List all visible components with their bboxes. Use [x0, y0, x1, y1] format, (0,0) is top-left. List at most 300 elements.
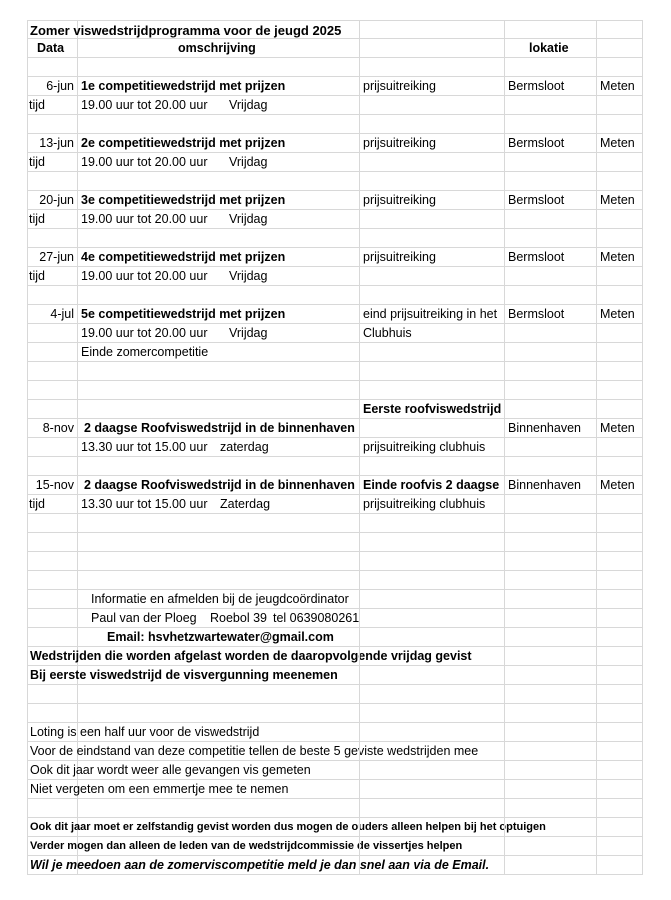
time-label: tijd: [29, 155, 45, 169]
event-prize: eind prijsuitreiking in het: [363, 307, 498, 321]
sheet-cell[interactable]: [27, 172, 78, 191]
sheet-cell[interactable]: [505, 400, 597, 419]
sheet-cell[interactable]: [78, 39, 360, 58]
sheet-cell[interactable]: [505, 685, 597, 704]
sheet-cell[interactable]: [597, 761, 643, 780]
sheet-cell[interactable]: [27, 761, 311, 780]
sheet-cell[interactable]: [78, 438, 360, 457]
sheet-cell[interactable]: [505, 704, 597, 723]
sheet-row: [27, 552, 643, 571]
sheet-cell[interactable]: [597, 533, 643, 552]
sheet-cell[interactable]: [505, 438, 597, 457]
sheet-cell[interactable]: [505, 115, 597, 134]
sheet-cell[interactable]: [597, 628, 643, 647]
sheet-row: [27, 457, 643, 476]
sheet-cell[interactable]: [505, 761, 597, 780]
sheet-cell[interactable]: [78, 837, 360, 856]
sheet-row: [27, 799, 643, 818]
sheet-cell[interactable]: [27, 438, 78, 457]
sheet-cell[interactable]: [27, 704, 78, 723]
sheet-cell[interactable]: [78, 514, 360, 533]
event-location: Bermsloot: [508, 250, 565, 264]
sheet-cell[interactable]: [360, 286, 505, 305]
sheet-cell[interactable]: [78, 647, 360, 666]
sheet-cell[interactable]: [27, 77, 78, 96]
sheet-cell[interactable]: [27, 533, 78, 552]
sheet-row: [27, 77, 643, 96]
sheet-cell[interactable]: [597, 39, 643, 58]
sheet-cell[interactable]: [360, 609, 505, 628]
sheet-cell[interactable]: [360, 77, 505, 96]
sheet-cell[interactable]: [505, 628, 597, 647]
sheet-cell[interactable]: [360, 58, 505, 77]
sheet-cell[interactable]: [597, 837, 643, 856]
sheet-cell[interactable]: [505, 96, 597, 115]
sheet-cell[interactable]: [78, 704, 360, 723]
sheet-row: [27, 267, 643, 286]
sheet-cell[interactable]: [597, 172, 643, 191]
sheet-row: [27, 115, 643, 134]
sheet-row: [27, 647, 643, 666]
event-time: 13.30 uur tot 15.00 uur: [81, 497, 208, 511]
sheet-cell[interactable]: [505, 533, 597, 552]
sheet-row: [27, 39, 643, 58]
sheet-row: [27, 723, 643, 742]
sheet-cell[interactable]: [27, 191, 78, 210]
sheet-cell[interactable]: [78, 96, 360, 115]
sheet-cell[interactable]: [597, 476, 643, 495]
sheet-cell[interactable]: [597, 248, 643, 267]
sheet-cell[interactable]: [78, 58, 360, 77]
sheet-cell[interactable]: [505, 837, 597, 856]
sheet-cell[interactable]: [505, 590, 597, 609]
sheet-cell[interactable]: [360, 666, 505, 685]
event-measure: Meten: [600, 136, 635, 150]
sheet-cell[interactable]: [597, 305, 643, 324]
sheet-cell[interactable]: [78, 305, 360, 324]
sheet-cell[interactable]: [597, 381, 643, 400]
sheet-cell[interactable]: [505, 153, 597, 172]
sheet-cell[interactable]: [78, 286, 360, 305]
sheet-cell[interactable]: [505, 267, 597, 286]
sheet-cell[interactable]: [27, 818, 546, 837]
sheet-cell[interactable]: [597, 286, 643, 305]
sheet-row: [27, 286, 643, 305]
sheet-cell[interactable]: [78, 685, 360, 704]
event-measure: Meten: [600, 193, 635, 207]
sheet-cell[interactable]: [505, 248, 597, 267]
sheet-cell[interactable]: [27, 780, 289, 799]
sheet-cell[interactable]: [505, 457, 597, 476]
sheet-cell[interactable]: [27, 39, 78, 58]
sheet-cell[interactable]: [505, 476, 597, 495]
sheet-cell[interactable]: [27, 837, 463, 856]
sheet-cell[interactable]: [597, 134, 643, 153]
event-date: 15-nov: [35, 478, 74, 492]
sheet-cell[interactable]: [597, 647, 643, 666]
sheet-row: [27, 780, 643, 799]
sheet-row: [27, 400, 643, 419]
sheet-cell[interactable]: [27, 552, 78, 571]
sheet-cell[interactable]: [360, 419, 505, 438]
event-time: 19.00 uur tot 20.00 uur: [81, 269, 208, 283]
sheet-cell[interactable]: [360, 856, 505, 875]
sheet-cell[interactable]: [78, 818, 360, 837]
time-label: tijd: [29, 98, 45, 112]
sheet-cell[interactable]: [27, 723, 260, 742]
sheet-cell[interactable]: [360, 229, 505, 248]
sheet-cell[interactable]: [27, 419, 78, 438]
sheet-cell[interactable]: [360, 20, 505, 39]
sheet-cell[interactable]: [27, 495, 78, 514]
event-day: Vrijdag: [229, 212, 268, 226]
sheet-cell[interactable]: [360, 438, 505, 457]
sheet-cell[interactable]: [27, 305, 78, 324]
sheet-cell[interactable]: [360, 96, 505, 115]
sheet-cell[interactable]: [78, 229, 360, 248]
sheet-cell[interactable]: [360, 305, 505, 324]
sheet-cell[interactable]: [360, 153, 505, 172]
footer-zelfstandig: Ook dit jaar moet er zelfstandig gevist worden dus mogen de ouders alleen helpen bij het optuigen: [30, 821, 546, 833]
note-emmertje: Niet vergeten om een emmertje mee te nemen: [30, 782, 289, 796]
sheet-cell[interactable]: [27, 571, 78, 590]
sheet-cell[interactable]: [78, 191, 360, 210]
sheet-cell[interactable]: [505, 495, 597, 514]
sheet-cell[interactable]: [505, 419, 597, 438]
sheet-cell[interactable]: [597, 590, 643, 609]
sheet-cell[interactable]: [597, 704, 643, 723]
sheet-cell[interactable]: [597, 856, 643, 875]
sheet-cell[interactable]: [360, 818, 505, 837]
sheet-row: [27, 438, 643, 457]
sheet-cell[interactable]: [360, 457, 505, 476]
sheet-cell[interactable]: [505, 324, 597, 343]
event-time: 19.00 uur tot 20.00 uur: [81, 326, 208, 340]
sheet-cell[interactable]: [360, 362, 505, 381]
event-measure: Meten: [600, 478, 635, 492]
sheet-cell[interactable]: [78, 343, 360, 362]
sheet-cell[interactable]: [78, 153, 360, 172]
sheet-cell[interactable]: [597, 343, 643, 362]
sheet-row: [27, 495, 643, 514]
sheet-cell[interactable]: [27, 343, 78, 362]
sheet-cell[interactable]: [27, 666, 338, 685]
sheet-cell[interactable]: [78, 609, 360, 628]
sheet-cell[interactable]: [505, 818, 597, 837]
sheet-cell[interactable]: [27, 96, 78, 115]
sheet-cell[interactable]: [360, 780, 505, 799]
sheet-cell[interactable]: [597, 495, 643, 514]
sheet-cell[interactable]: [505, 362, 597, 381]
sheet-cell[interactable]: [505, 552, 597, 571]
event-title: 5e competitiewedstrijd met prijzen: [81, 307, 286, 321]
sheet-cell[interactable]: [360, 647, 505, 666]
sheet-cell[interactable]: [78, 495, 360, 514]
sheet-cell[interactable]: [78, 761, 360, 780]
sheet-cell[interactable]: [597, 58, 643, 77]
sheet-cell[interactable]: [27, 685, 78, 704]
sheet-cell[interactable]: [360, 799, 505, 818]
sheet-cell[interactable]: [597, 153, 643, 172]
sheet-cell[interactable]: [597, 552, 643, 571]
event-prize: prijsuitreiking clubhuis: [363, 497, 486, 511]
sheet-cell[interactable]: [27, 267, 78, 286]
sheet-cell[interactable]: [360, 210, 505, 229]
sheet-cell[interactable]: [505, 723, 597, 742]
contact-address: Roebol 39: [210, 611, 267, 625]
sheet-row: [27, 590, 643, 609]
event-title: 1e competitiewedstrijd met prijzen: [81, 79, 286, 93]
sheet-row: [27, 761, 643, 780]
sheet-cell[interactable]: [505, 666, 597, 685]
sheet-cell[interactable]: [78, 533, 360, 552]
event-measure: Meten: [600, 79, 635, 93]
sheet-cell[interactable]: [78, 324, 360, 343]
event-location: Binnenhaven: [508, 478, 581, 492]
sheet-cell[interactable]: [597, 685, 643, 704]
sheet-cell[interactable]: [78, 590, 360, 609]
event-location: Bermsloot: [508, 136, 565, 150]
sheet-cell[interactable]: [78, 571, 360, 590]
sheet-cell[interactable]: [505, 571, 597, 590]
sheet-cell[interactable]: [505, 856, 597, 875]
sheet-cell[interactable]: [505, 514, 597, 533]
sheet-cell[interactable]: [360, 514, 505, 533]
sheet-cell[interactable]: [597, 723, 643, 742]
sheet-cell[interactable]: [27, 229, 78, 248]
sheet-cell[interactable]: [360, 324, 505, 343]
sheet-cell[interactable]: [505, 191, 597, 210]
sheet-cell[interactable]: [505, 305, 597, 324]
event-date: 6-jun: [46, 79, 74, 93]
sheet-cell[interactable]: [597, 666, 643, 685]
sheet-row: [27, 362, 643, 381]
sheet-cell[interactable]: [360, 381, 505, 400]
sheet-row: [27, 514, 643, 533]
sheet-cell[interactable]: [597, 419, 643, 438]
sheet-cell[interactable]: [27, 134, 78, 153]
event-prize: prijsuitreiking: [363, 193, 436, 207]
sheet-cell[interactable]: [27, 381, 78, 400]
sheet-row: [27, 229, 643, 248]
sheet-cell[interactable]: [27, 609, 78, 628]
event-location: Bermsloot: [508, 307, 565, 321]
sheet-cell[interactable]: [597, 571, 643, 590]
sheet-cell[interactable]: [360, 343, 505, 362]
sheet-cell[interactable]: [597, 514, 643, 533]
sheet-cell[interactable]: [597, 362, 643, 381]
event-location: Bermsloot: [508, 79, 565, 93]
sheet-cell[interactable]: [78, 419, 360, 438]
sheet-cell[interactable]: [78, 666, 360, 685]
sheet-cell[interactable]: [78, 780, 360, 799]
event-prize: prijsuitreiking: [363, 250, 436, 264]
sheet-cell[interactable]: [27, 799, 78, 818]
sheet-cell[interactable]: [597, 20, 643, 39]
note-eindstand: Voor de eindstand van deze competitie tellen de beste 5 geviste wedstrijden mee: [30, 744, 479, 758]
sheet-cell[interactable]: [597, 96, 643, 115]
sheet-cell[interactable]: [360, 248, 505, 267]
sheet-cell[interactable]: [360, 628, 505, 647]
sheet-row: [27, 685, 643, 704]
event-time: 19.00 uur tot 20.00 uur: [81, 212, 208, 226]
event-day: Vrijdag: [229, 326, 268, 340]
sheet-cell[interactable]: [360, 590, 505, 609]
sheet-cell[interactable]: [597, 742, 643, 761]
sheet-cell[interactable]: [27, 590, 78, 609]
sheet-cell[interactable]: [78, 856, 360, 875]
sheet-cell[interactable]: [597, 818, 643, 837]
sheet-cell[interactable]: [360, 39, 505, 58]
sheet-row: [27, 609, 643, 628]
sheet-cell[interactable]: [78, 267, 360, 286]
sheet-cell[interactable]: [597, 457, 643, 476]
event-prize: prijsuitreiking: [363, 79, 436, 93]
sheet-cell[interactable]: [360, 723, 505, 742]
sheet-cell[interactable]: [27, 457, 78, 476]
sheet-row: [27, 856, 643, 875]
sheet-cell[interactable]: [360, 552, 505, 571]
sheet-cell[interactable]: [78, 20, 360, 39]
sheet-row: [27, 628, 643, 647]
sheet-cell[interactable]: [505, 229, 597, 248]
sheet-cell[interactable]: [597, 210, 643, 229]
sheet-cell[interactable]: [360, 134, 505, 153]
sheet-cell[interactable]: [78, 400, 360, 419]
sheet-cell[interactable]: [360, 837, 505, 856]
sheet-cell[interactable]: [505, 647, 597, 666]
sheet-cell[interactable]: [360, 476, 505, 495]
sheet-cell[interactable]: [27, 476, 78, 495]
sheet-cell[interactable]: [27, 514, 78, 533]
note-gemeten: Ook dit jaar wordt weer alle gevangen vis gemeten: [30, 763, 311, 777]
sheet-cell[interactable]: [597, 115, 643, 134]
sheet-cell[interactable]: [78, 799, 360, 818]
event-time: 13.30 uur tot 15.00 uur: [81, 440, 208, 454]
sheet-cell[interactable]: [78, 552, 360, 571]
sheet-cell[interactable]: [505, 20, 597, 39]
event-tag: Einde roofvis 2 daagse: [363, 478, 500, 492]
sheet-cell[interactable]: [597, 780, 643, 799]
sheet-cell[interactable]: [597, 77, 643, 96]
sheet-cell[interactable]: [505, 742, 597, 761]
sheet-cell[interactable]: [78, 77, 360, 96]
sheet-cell[interactable]: [27, 856, 490, 875]
sheet-cell[interactable]: [505, 799, 597, 818]
sheet-cell[interactable]: [505, 780, 597, 799]
sheet-cell[interactable]: [78, 210, 360, 229]
sheet-cell[interactable]: [27, 210, 78, 229]
sheet-cell[interactable]: [597, 799, 643, 818]
sheet-cell[interactable]: [597, 191, 643, 210]
sheet-cell[interactable]: [360, 400, 505, 419]
sheet-cell[interactable]: [27, 628, 78, 647]
sheet-cell[interactable]: [505, 381, 597, 400]
sheet-cell[interactable]: [78, 723, 360, 742]
sheet-cell[interactable]: [505, 210, 597, 229]
event-measure: Meten: [600, 307, 635, 321]
sheet-cell[interactable]: [360, 742, 505, 761]
sheet-cell[interactable]: [360, 115, 505, 134]
sheet-cell[interactable]: [78, 457, 360, 476]
sheet-cell[interactable]: [27, 400, 78, 419]
sheet-cell[interactable]: [27, 115, 78, 134]
sheet-cell[interactable]: [360, 533, 505, 552]
sheet-cell[interactable]: [78, 134, 360, 153]
sheet-cell[interactable]: [360, 704, 505, 723]
sheet-cell[interactable]: [597, 229, 643, 248]
event-time: 19.00 uur tot 20.00 uur: [81, 155, 208, 169]
sheet-cell[interactable]: [505, 609, 597, 628]
event-title: 3e competitiewedstrijd met prijzen: [81, 193, 286, 207]
sheet-cell[interactable]: [27, 647, 472, 666]
sheet-cell[interactable]: [78, 381, 360, 400]
time-label: tijd: [29, 269, 45, 283]
sheet-row: [27, 571, 643, 590]
sheet-cell[interactable]: [360, 267, 505, 286]
event-title: 2 daagse Roofviswedstrijd in de binnenhaven: [84, 478, 355, 492]
sheet-cell[interactable]: [597, 438, 643, 457]
contact-email: Email: hsvhetzwartewater@gmail.com: [107, 630, 334, 644]
sheet-cell[interactable]: [27, 324, 78, 343]
sheet-cell[interactable]: [27, 20, 342, 39]
sheet-cell[interactable]: [505, 286, 597, 305]
sheet-cell[interactable]: [505, 134, 597, 153]
sheet-cell[interactable]: [78, 742, 360, 761]
sheet-cell[interactable]: [78, 362, 360, 381]
sheet-cell[interactable]: [597, 324, 643, 343]
event-location: Binnenhaven: [508, 421, 581, 435]
event-prize: prijsuitreiking: [363, 136, 436, 150]
sheet-cell[interactable]: [597, 267, 643, 286]
event-measure: Meten: [600, 421, 635, 435]
sheet-cell[interactable]: [360, 172, 505, 191]
sheet-cell[interactable]: [78, 115, 360, 134]
sheet-cell[interactable]: [597, 400, 643, 419]
sheet-cell[interactable]: [78, 476, 360, 495]
sheet-cell[interactable]: [27, 742, 479, 761]
sheet-cell[interactable]: [78, 172, 360, 191]
sheet-cell[interactable]: [360, 495, 505, 514]
sheet-cell[interactable]: [360, 685, 505, 704]
sheet-cell[interactable]: [360, 571, 505, 590]
event-title: 2e competitiewedstrijd met prijzen: [81, 136, 286, 150]
sheet-cell[interactable]: [27, 286, 78, 305]
header-data: Data: [37, 41, 65, 55]
event-note: Einde zomercompetitie: [81, 345, 209, 359]
sheet-cell[interactable]: [597, 609, 643, 628]
sheet-cell[interactable]: [505, 343, 597, 362]
sheet-cell[interactable]: [505, 39, 597, 58]
contact-name: Paul van der Ploeg: [91, 611, 197, 625]
sheet-cell[interactable]: [505, 172, 597, 191]
sheet-cell[interactable]: [27, 58, 78, 77]
sheet-row: [27, 191, 643, 210]
sheet-cell[interactable]: [27, 153, 78, 172]
sheet-cell[interactable]: [78, 628, 360, 647]
header-omschrijving: omschrijving: [178, 41, 256, 55]
sheet-cell[interactable]: [27, 362, 78, 381]
sheet-cell[interactable]: [78, 248, 360, 267]
sheet-cell[interactable]: [360, 191, 505, 210]
sheet-cell[interactable]: [505, 58, 597, 77]
sheet-cell[interactable]: [360, 761, 505, 780]
time-label: tijd: [29, 497, 45, 511]
note-loting: Loting is een half uur voor de viswedstrijd: [30, 725, 260, 739]
sheet-cell[interactable]: [27, 248, 78, 267]
sheet-cell[interactable]: [505, 77, 597, 96]
event-date: 27-jun: [39, 250, 74, 264]
